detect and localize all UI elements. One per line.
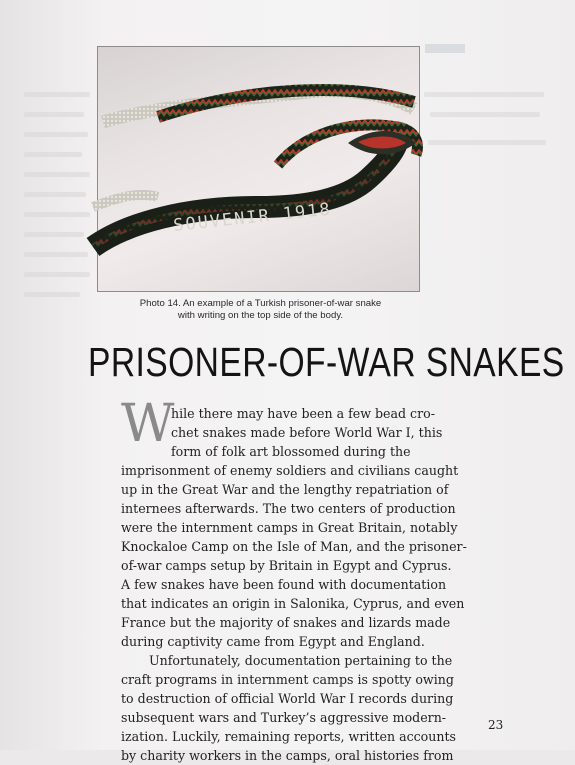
body-line: internees afterwards. The two centers of production xyxy=(121,501,456,516)
bleed-through-line xyxy=(428,140,546,145)
body-line: up in the Great War and the lengthy repatriation of xyxy=(121,482,449,497)
bleed-through-line xyxy=(430,112,540,117)
bleed-through-line xyxy=(24,212,90,217)
chapter-title: PRISONER-OF-WAR SNAKES xyxy=(88,339,565,385)
bleed-through-heading xyxy=(425,44,465,53)
body-line: Knockaloe Camp on the Isle of Man, and the prisoner- xyxy=(121,539,467,554)
body-line: that indicates an origin in Salonika, Cyprus, and even xyxy=(121,596,465,611)
bleed-through-line xyxy=(24,252,88,257)
body-line: were the internment camps in Great Britain, notably xyxy=(121,520,458,535)
body-line: during captivity came from Egypt and England. xyxy=(121,634,425,649)
bleed-through-line xyxy=(24,232,84,237)
caption-line: Photo 14. An example of a Turkish prisoner-of-war snake xyxy=(139,298,382,309)
snake-photo xyxy=(97,46,420,292)
body-line: form of folk art blossomed during the xyxy=(171,444,411,459)
body-line: Unfortunately, documentation pertaining to the xyxy=(149,653,453,668)
body-line: imprisonment of enemy soldiers and civilians caught xyxy=(121,463,459,478)
bleed-through-line xyxy=(24,292,80,297)
body-line: to destruction of official World War I records during xyxy=(121,691,454,706)
bleed-through-line xyxy=(424,92,544,97)
body-line: hile there may have been a few bead cro- xyxy=(171,406,435,421)
page-number: 23 xyxy=(488,718,504,732)
caption-line: with writing on the top side of the body. xyxy=(177,310,344,321)
bleed-through-line xyxy=(24,152,82,157)
bleed-through-line xyxy=(24,112,84,117)
body-line: craft programs in internment camps is spotty owing xyxy=(121,672,454,687)
body-line: ization. Luckily, remaining reports, written accounts xyxy=(121,729,457,744)
beaded-snake-illustration xyxy=(98,47,421,293)
body-line: France but the majority of snakes and lizards made xyxy=(121,615,451,630)
snake-inscription: SOUVENIR 1918 xyxy=(172,199,333,236)
photo-caption xyxy=(118,298,403,322)
bleed-through-line xyxy=(24,92,90,97)
body-line: of-war camps setup by Britain in Egypt and Cyprus. xyxy=(121,558,452,573)
bleed-through-line xyxy=(24,192,86,197)
body-line: by charity workers in the camps, oral histories from xyxy=(121,748,454,763)
bleed-through-line xyxy=(24,272,90,277)
drop-cap: W xyxy=(121,394,175,454)
body-line: subsequent wars and Turkey’s aggressive modern- xyxy=(121,710,447,725)
body-line: A few snakes have been found with documentation xyxy=(121,577,447,592)
body-line: chet snakes made before World War I, this xyxy=(171,425,443,440)
bleed-through-line xyxy=(24,172,90,177)
bleed-through-line xyxy=(24,132,88,137)
